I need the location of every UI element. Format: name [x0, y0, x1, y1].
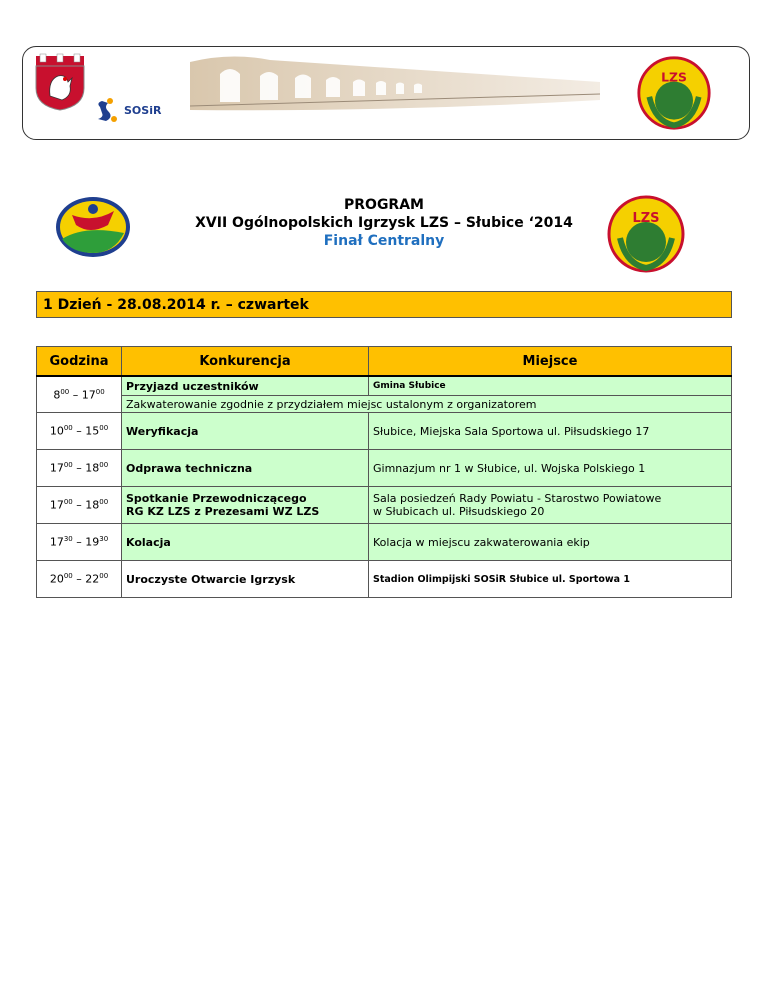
place-cell: Gmina Słubice — [369, 376, 732, 396]
svg-text:LZS: LZS — [632, 211, 660, 226]
table-row — [37, 413, 732, 450]
igrzyska-emblem-logo — [54, 195, 132, 259]
lzs-logo-middle — [606, 193, 686, 275]
competition-cell: Kolacja — [122, 524, 369, 561]
sosir-logo-text: SOSiR — [124, 104, 162, 117]
competition-cell: Przyjazd uczestników — [122, 376, 369, 396]
table-row — [37, 487, 732, 524]
table-header-row — [37, 347, 732, 377]
place-cell: Stadion Olimpijski SOSiR Słubice ul. Sportowa 1 — [369, 561, 732, 598]
day-heading: 1 Dzień - 28.08.2014 r. – czwartek — [36, 291, 732, 318]
time-cell: $17^{30} - 19^{30}$ — [37, 524, 122, 561]
schedule-table — [36, 346, 732, 598]
slubice-coat-of-arms-logo — [32, 52, 88, 112]
place-cell: Kolacja w miejscu zakwaterowania ekip — [369, 524, 732, 561]
time-cell: $10^{00} - 15^{00}$ — [37, 413, 122, 450]
table-row — [37, 376, 732, 396]
title-line-program: PROGRAM — [344, 197, 424, 213]
time-cell: $17^{00} - 18^{00}$ — [37, 450, 122, 487]
title-line-final: Finał Centralny — [323, 233, 445, 249]
time-cell: $20^{00} - 22^{00}$ — [37, 561, 122, 598]
place-cell: Słubice, Miejska Sala Sportowa ul. Piłsudskiego 17 — [369, 413, 732, 450]
table-row — [37, 450, 732, 487]
svg-text:LZS: LZS — [661, 70, 687, 85]
table-row — [37, 561, 732, 598]
title-line-event: XVII Ogólnopolskich Igrzysk LZS – Słubice ‘2014 — [195, 215, 573, 231]
competition-cell: Weryfikacja — [122, 413, 369, 450]
header-time: Godzina — [37, 347, 122, 377]
table-row — [37, 524, 732, 561]
competition-cell: Uroczyste Otwarcie Igrzysk — [122, 561, 369, 598]
table-row — [37, 396, 732, 413]
header-place: Miejsce — [369, 347, 732, 377]
time-cell: $17^{00} - 18^{00}$ — [37, 487, 122, 524]
place-cell: Sala posiedzeń Rady Powiatu - Starostwo Powiatowe w Słubicach ul. Piłsudskiego 20 — [369, 487, 732, 524]
header-arches-photo — [190, 52, 600, 112]
competition-cell: Odprawa techniczna — [122, 450, 369, 487]
competition-cell: Spotkanie Przewodniczącego RG KZ LZS z Prezesami WZ LZS — [122, 487, 369, 524]
time-cell: $8^{00} - 17^{00}$ — [37, 376, 122, 413]
header-competition: Konkurencja — [122, 347, 369, 377]
accommodation-note: Zakwaterowanie zgodnie z przydziałem miejsc ustalonym z organizatorem — [122, 396, 732, 413]
place-cell: Gimnazjum nr 1 w Słubice, ul. Wojska Polskiego 1 — [369, 450, 732, 487]
lzs-logo-top — [636, 54, 712, 132]
